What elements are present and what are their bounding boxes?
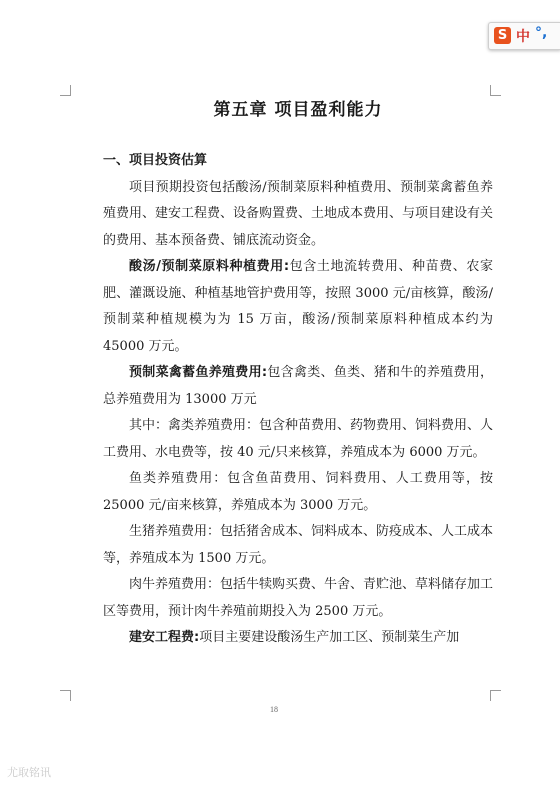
paragraph-cattle-cost: 肉牛养殖费用：包括牛犊购买费、牛舍、青贮池、草料储存加工区等费用，预计肉牛养殖前期投入为 2500 万元。 <box>103 577 494 619</box>
crop-mark-bottom-left <box>60 690 71 701</box>
ime-punctuation-mode[interactable]: °, <box>535 25 548 41</box>
input-method-toolbar[interactable] <box>488 22 560 50</box>
section-heading: 一、项目投资估算 <box>103 153 208 168</box>
paragraph-fish-cost: 鱼类养殖费用：包含鱼苗费用、饲料费用、人工费用等，按 25000 元/亩来核算，养殖成本为 3000 万元。 <box>103 471 493 513</box>
construction-cost-label: 建安工程费: <box>129 630 200 645</box>
construction-cost-text: 项目主要建设酸汤生产加工区、预制菜生产加 <box>199 630 460 645</box>
document-body <box>103 95 493 649</box>
ime-language-mode[interactable]: 中 <box>516 29 530 45</box>
paragraph-breeding-cost <box>103 360 493 413</box>
paragraph-construction-cost <box>103 625 493 649</box>
paragraph-overview: 项目预期投资包括酸汤/预制菜原料种植费用、预制菜禽蓄鱼养殖费用、建安工程费、设备购置费、土地成本费用、与项目建设有关的费用、基本预备费、铺底流动资金。 <box>103 179 494 248</box>
planting-cost-text: 包含土地流转费用、种苗费、农家肥、灌溉设施、种植基地管护费用等，按照 3000 元/亩核算，酸汤/预制菜种植规模为为 15 万亩，酸汤/预制菜原料种植成本约为 45000 万元。 <box>103 259 493 354</box>
sogou-logo-icon[interactable]: S <box>494 27 511 44</box>
paragraph-poultry-cost: 其中：禽类养殖费用：包含种苗费用、药物费用、饲料费用、人工费用、水电费等，按 40 元/只来核算，养殖成本为 6000 万元。 <box>103 418 494 460</box>
breeding-cost-text: 包含禽类、鱼类、猪和牛的养殖费用，总养殖费用为 13000 万元 <box>103 365 493 407</box>
crop-mark-bottom-right <box>490 690 501 701</box>
paragraph-planting-cost <box>103 254 493 360</box>
page-number: 18 <box>270 705 278 714</box>
breeding-cost-label: 预制菜禽蓄鱼养殖费用: <box>129 365 268 380</box>
crop-mark-top-left <box>60 85 71 96</box>
watermark: 尤取铭讯 <box>7 766 51 779</box>
planting-cost-label: 酸汤/预制菜原料种植费用: <box>129 259 290 274</box>
paragraph-pig-cost: 生猪养殖费用：包括猪舍成本、饲料成本、防疫成本、人工成本等，养殖成本为 1500 万元。 <box>103 524 494 566</box>
chapter-title: 第五章 项目盈利能力 <box>213 100 383 120</box>
